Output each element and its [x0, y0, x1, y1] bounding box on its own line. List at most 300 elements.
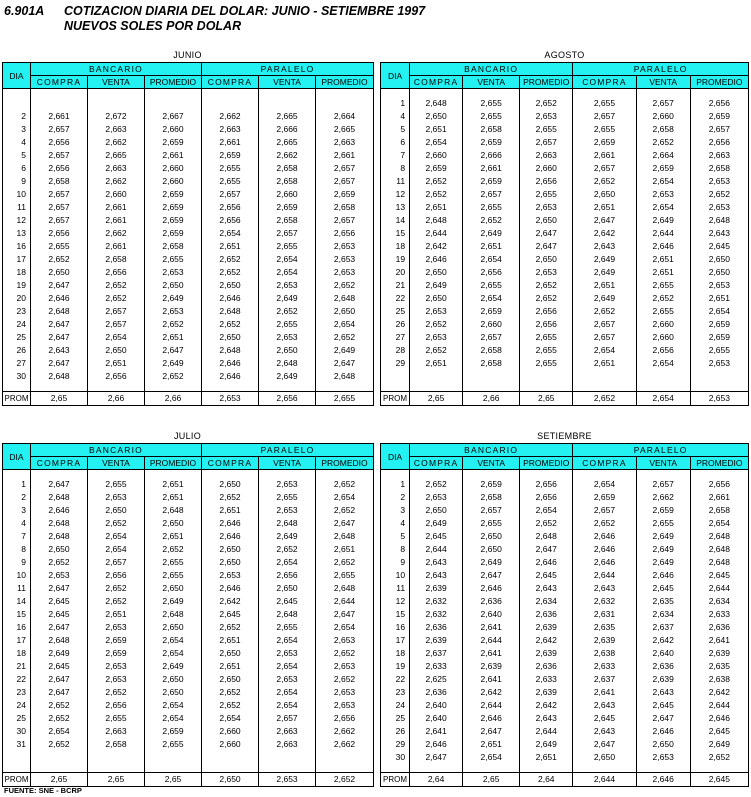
venta-bancario: 2,656 [463, 266, 520, 279]
venta-paralelo: 2,655 [259, 240, 316, 253]
table-row [381, 673, 749, 686]
compra-paralelo: 2,648 [202, 344, 259, 357]
day-cell: 16 [3, 621, 31, 634]
promedio-bancario: 2,652 [145, 318, 202, 331]
prom-promedio-bancario: 2,65 [145, 773, 202, 787]
table-row [381, 556, 749, 569]
day-cell: 18 [3, 647, 31, 660]
table-row [381, 266, 749, 279]
day-cell [3, 97, 31, 110]
venta-bancario [88, 97, 145, 110]
day-cell: 16 [381, 621, 410, 634]
venta-paralelo: 2,650 [636, 738, 690, 751]
venta-bancario: 2,661 [88, 201, 145, 214]
venta-paralelo: 2,656 [636, 344, 690, 357]
table-row [381, 214, 749, 227]
day-cell: 15 [381, 227, 410, 240]
venta-bancario: 2,641 [463, 673, 520, 686]
compra-bancario: 2,649 [410, 279, 463, 292]
venta-bancario: 2,654 [88, 543, 145, 556]
venta-bancario: 2,653 [88, 491, 145, 504]
compra-bancario: 2,647 [31, 673, 88, 686]
promedio-bancario: 2,652 [520, 279, 573, 292]
promedio-bancario: 2,655 [145, 569, 202, 582]
compra-paralelo: 2,643 [573, 699, 636, 712]
header-promedio: PROMEDIO [316, 76, 374, 89]
promedio-bancario: 2,653 [520, 266, 573, 279]
promedio-paralelo: 2,653 [316, 660, 374, 673]
promedio-bancario: 2,650 [145, 673, 202, 686]
promedio-bancario: 2,648 [145, 504, 202, 517]
table-row [381, 279, 749, 292]
compra-bancario: 2,657 [31, 123, 88, 136]
promedio-paralelo: 2,636 [690, 621, 748, 634]
venta-paralelo: 2,654 [259, 634, 316, 647]
promedio-bancario: 2,647 [520, 240, 573, 253]
table-row [381, 305, 749, 318]
promedio-bancario: 2,659 [145, 214, 202, 227]
venta-bancario: 2,647 [463, 725, 520, 738]
venta-paralelo: 2,655 [636, 305, 690, 318]
venta-bancario: 2,646 [463, 712, 520, 725]
venta-paralelo: 2,653 [259, 673, 316, 686]
day-cell: 29 [381, 738, 410, 751]
venta-paralelo: 2,657 [636, 478, 690, 491]
compra-paralelo: 2,652 [202, 621, 259, 634]
compra-paralelo: 2,652 [573, 305, 636, 318]
compra-bancario: 2,649 [410, 517, 463, 530]
promedio-paralelo: 2,648 [690, 556, 748, 569]
venta-bancario: 2,662 [88, 227, 145, 240]
compra-paralelo: 2,646 [202, 517, 259, 530]
table-row [381, 253, 749, 266]
day-cell: 10 [381, 569, 410, 582]
venta-bancario: 2,640 [463, 608, 520, 621]
day-cell: 24 [3, 699, 31, 712]
day-cell: 23 [381, 686, 410, 699]
table-row [381, 608, 749, 621]
venta-paralelo: 2,659 [636, 504, 690, 517]
venta-bancario: 2,663 [88, 162, 145, 175]
header-venta: VENTA [88, 76, 145, 89]
promedio-paralelo: 2,648 [316, 370, 374, 383]
compra-paralelo: 2,659 [573, 136, 636, 149]
venta-paralelo: 2,655 [259, 621, 316, 634]
compra-bancario: 2,651 [410, 123, 463, 136]
compra-bancario [31, 97, 88, 110]
compra-paralelo: 2,646 [202, 530, 259, 543]
promedio-bancario: 2,649 [520, 738, 573, 751]
promedio-bancario: 2,656 [520, 305, 573, 318]
venta-paralelo: 2,662 [636, 491, 690, 504]
table-row [381, 647, 749, 660]
venta-paralelo: 2,654 [259, 660, 316, 673]
venta-bancario: 2,661 [88, 214, 145, 227]
venta-bancario: 2,659 [463, 175, 520, 188]
promedio-bancario: 2,653 [520, 201, 573, 214]
promedio-paralelo: 2,652 [316, 673, 374, 686]
promedio-bancario: 2,654 [145, 634, 202, 647]
day-cell: 2 [3, 491, 31, 504]
header-venta: VENTA [463, 76, 520, 89]
venta-bancario: 2,641 [463, 621, 520, 634]
venta-bancario: 2,663 [88, 123, 145, 136]
promedio-paralelo: 2,655 [316, 569, 374, 582]
promedio-paralelo: 2,652 [316, 556, 374, 569]
table-row [381, 686, 749, 699]
promedio-paralelo: 2,662 [316, 725, 374, 738]
venta-paralelo: 2,646 [636, 240, 690, 253]
promedio-paralelo: 2,656 [690, 136, 748, 149]
venta-paralelo: 2,653 [636, 751, 690, 764]
compra-paralelo: 2,641 [573, 686, 636, 699]
day-cell: 14 [381, 214, 410, 227]
venta-bancario: 2,663 [88, 725, 145, 738]
promedio-paralelo: 2,634 [690, 595, 748, 608]
day-cell: 24 [381, 699, 410, 712]
compra-bancario: 2,652 [31, 556, 88, 569]
promedio-paralelo: 2,648 [316, 530, 374, 543]
compra-paralelo: 2,648 [202, 305, 259, 318]
table-row [3, 504, 374, 517]
prom-compra-paralelo: 2,644 [573, 773, 636, 787]
day-cell: 13 [381, 201, 410, 214]
compra-paralelo: 2,652 [202, 266, 259, 279]
promedio-bancario: 2,659 [145, 136, 202, 149]
compra-bancario: 2,653 [410, 491, 463, 504]
promedio-bancario: 2,654 [145, 699, 202, 712]
day-cell: 27 [381, 331, 410, 344]
promedio-paralelo: 2,650 [690, 253, 748, 266]
compra-paralelo: 2,647 [573, 738, 636, 751]
day-cell: 17 [3, 634, 31, 647]
compra-paralelo: 2,652 [202, 491, 259, 504]
table-row [381, 660, 749, 673]
venta-paralelo: 2,643 [636, 686, 690, 699]
table-row [3, 305, 374, 318]
table-row [3, 530, 374, 543]
compra-bancario: 2,652 [410, 188, 463, 201]
promedio-bancario: 2,653 [145, 266, 202, 279]
compra-bancario: 2,652 [410, 175, 463, 188]
compra-bancario: 2,656 [31, 136, 88, 149]
venta-paralelo: 2,655 [259, 491, 316, 504]
promedio-bancario: 2,660 [520, 162, 573, 175]
header-compra: COMPRA [410, 76, 463, 89]
header-dia: DIA [3, 444, 31, 470]
compra-bancario: 2,647 [31, 357, 88, 370]
prom-compra-bancario: 2,65 [31, 773, 88, 787]
promedio-paralelo: 2,656 [316, 227, 374, 240]
header-promedio: PROMEDIO [145, 457, 202, 470]
table-row [381, 738, 749, 751]
venta-bancario: 2,654 [463, 292, 520, 305]
compra-bancario: 2,647 [31, 279, 88, 292]
promedio-bancario: 2,654 [145, 712, 202, 725]
venta-bancario: 2,642 [463, 686, 520, 699]
promedio-bancario: 2,656 [520, 318, 573, 331]
venta-bancario: 2,660 [88, 188, 145, 201]
promedio-paralelo: 2,659 [690, 331, 748, 344]
prom-label: PROM [3, 392, 31, 406]
venta-bancario: 2,657 [88, 305, 145, 318]
venta-bancario: 2,649 [463, 227, 520, 240]
venta-bancario: 2,652 [88, 292, 145, 305]
promedio-paralelo: 2,657 [316, 175, 374, 188]
day-cell: 30 [3, 370, 31, 383]
promedio-bancario: 2,658 [145, 240, 202, 253]
table-row [3, 110, 374, 123]
day-cell: 3 [381, 504, 410, 517]
table-row [3, 123, 374, 136]
promedio-bancario: 2,655 [520, 123, 573, 136]
table-row [381, 543, 749, 556]
venta-paralelo: 2,663 [259, 738, 316, 751]
promedio-bancario: 2,652 [520, 517, 573, 530]
day-cell: 26 [3, 344, 31, 357]
venta-bancario: 2,665 [88, 149, 145, 162]
day-cell: 5 [381, 123, 410, 136]
day-cell: 9 [3, 556, 31, 569]
header-compra: COMPRA [573, 76, 636, 89]
day-cell: 17 [3, 253, 31, 266]
venta-bancario: 2,652 [88, 686, 145, 699]
compra-bancario: 2,632 [410, 608, 463, 621]
venta-bancario: 2,653 [88, 621, 145, 634]
compra-bancario: 2,645 [31, 595, 88, 608]
venta-bancario: 2,649 [463, 556, 520, 569]
compra-paralelo: 2,646 [573, 543, 636, 556]
day-cell: 15 [3, 608, 31, 621]
venta-bancario: 2,657 [88, 318, 145, 331]
compra-paralelo: 2,651 [573, 279, 636, 292]
compra-bancario: 2,652 [31, 712, 88, 725]
prom-venta-bancario: 2,66 [88, 392, 145, 406]
compra-paralelo: 2,652 [202, 699, 259, 712]
compra-bancario: 2,650 [31, 543, 88, 556]
table-row [3, 266, 374, 279]
promedio-bancario: 2,651 [520, 751, 573, 764]
venta-bancario: 2,655 [463, 110, 520, 123]
day-cell: 1 [381, 97, 410, 110]
promedio-bancario: 2,650 [145, 517, 202, 530]
compra-paralelo: 2,645 [202, 608, 259, 621]
table-row [3, 673, 374, 686]
promedio-paralelo: 2,654 [690, 305, 748, 318]
prom-compra-paralelo: 2,650 [202, 773, 259, 787]
header-compra: COMPRA [573, 457, 636, 470]
venta-paralelo: 2,660 [259, 188, 316, 201]
compra-paralelo: 2,635 [573, 621, 636, 634]
venta-bancario: 2,654 [88, 331, 145, 344]
prom-promedio-bancario: 2,64 [520, 773, 573, 787]
venta-paralelo: 2,648 [259, 517, 316, 530]
table-row [3, 478, 374, 491]
promedio-bancario: 2,643 [520, 712, 573, 725]
venta-paralelo: 2,652 [259, 305, 316, 318]
compra-bancario: 2,648 [410, 214, 463, 227]
compra-bancario: 2,651 [410, 201, 463, 214]
compra-bancario: 2,652 [31, 253, 88, 266]
day-cell: 11 [3, 201, 31, 214]
compra-bancario: 2,645 [31, 660, 88, 673]
compra-paralelo: 2,646 [573, 556, 636, 569]
promedio-bancario: 2,660 [145, 123, 202, 136]
venta-bancario: 2,644 [463, 634, 520, 647]
day-cell: 18 [381, 647, 410, 660]
compra-paralelo: 2,655 [202, 175, 259, 188]
venta-bancario: 2,655 [463, 279, 520, 292]
month-title-junio: JUNIO [173, 50, 202, 60]
table-julio [2, 443, 374, 787]
promedio-bancario: 2,643 [520, 582, 573, 595]
compra-paralelo: 2,657 [202, 188, 259, 201]
prom-row [3, 392, 374, 406]
promedio-paralelo: 2,645 [690, 725, 748, 738]
table-row [381, 517, 749, 530]
compra-bancario: 2,632 [410, 595, 463, 608]
day-cell: 4 [381, 110, 410, 123]
table-row [381, 292, 749, 305]
compra-paralelo: 2,657 [573, 504, 636, 517]
compra-bancario: 2,652 [31, 699, 88, 712]
header-promedio: PROMEDIO [316, 457, 374, 470]
compra-bancario: 2,657 [31, 188, 88, 201]
compra-paralelo: 2,646 [202, 370, 259, 383]
venta-paralelo: 2,645 [636, 582, 690, 595]
day-cell: 23 [3, 686, 31, 699]
venta-bancario: 2,662 [88, 175, 145, 188]
compra-bancario: 2,647 [31, 478, 88, 491]
venta-paralelo: 2,639 [636, 673, 690, 686]
compra-bancario: 2,652 [410, 344, 463, 357]
venta-bancario: 2,652 [88, 595, 145, 608]
promedio-paralelo: 2,646 [690, 712, 748, 725]
venta-paralelo: 2,652 [636, 136, 690, 149]
venta-bancario: 2,652 [88, 279, 145, 292]
header-compra: COMPRA [31, 76, 88, 89]
promedio-bancario: 2,636 [520, 608, 573, 621]
compra-paralelo: 2,646 [202, 292, 259, 305]
compra-bancario: 2,643 [31, 344, 88, 357]
promedio-paralelo: 2,644 [690, 699, 748, 712]
compra-bancario: 2,649 [31, 647, 88, 660]
venta-paralelo: 2,649 [636, 530, 690, 543]
day-cell: 1 [3, 478, 31, 491]
header-paralelo: PARALELO [573, 63, 749, 76]
promedio-paralelo: 2,653 [690, 175, 748, 188]
promedio-bancario: 2,655 [520, 331, 573, 344]
day-cell: 25 [381, 305, 410, 318]
table-row [3, 647, 374, 660]
venta-paralelo: 2,653 [259, 279, 316, 292]
promedio-paralelo: 2,652 [316, 504, 374, 517]
venta-paralelo: 2,655 [636, 517, 690, 530]
compra-bancario: 2,653 [410, 331, 463, 344]
promedio-bancario: 2,655 [145, 253, 202, 266]
promedio-paralelo: 2,641 [690, 634, 748, 647]
compra-bancario: 2,654 [31, 725, 88, 738]
prom-venta-bancario: 2,65 [463, 773, 520, 787]
compra-paralelo: 2,650 [202, 556, 259, 569]
day-cell: 15 [381, 608, 410, 621]
compra-bancario: 2,639 [410, 582, 463, 595]
venta-bancario: 2,658 [463, 491, 520, 504]
venta-paralelo: 2,649 [259, 292, 316, 305]
compra-paralelo: 2,652 [573, 517, 636, 530]
prom-venta-paralelo: 2,653 [259, 773, 316, 787]
table-setiembre [380, 443, 749, 787]
day-cell: 26 [381, 725, 410, 738]
table-row [381, 699, 749, 712]
venta-paralelo: 2,660 [636, 110, 690, 123]
promedio-bancario: 2,650 [520, 214, 573, 227]
venta-bancario: 2,658 [463, 357, 520, 370]
table-junio [2, 62, 374, 406]
promedio-paralelo: 2,644 [316, 595, 374, 608]
table-row [3, 621, 374, 634]
venta-bancario: 2,655 [463, 517, 520, 530]
compra-paralelo: 2,651 [202, 634, 259, 647]
promedio-bancario [145, 97, 202, 110]
table-row [3, 149, 374, 162]
compra-paralelo: 2,643 [573, 582, 636, 595]
table-row [3, 634, 374, 647]
compra-bancario: 2,650 [410, 292, 463, 305]
compra-bancario: 2,646 [410, 253, 463, 266]
venta-bancario: 2,662 [88, 136, 145, 149]
venta-bancario: 2,656 [88, 699, 145, 712]
promedio-paralelo: 2,645 [690, 240, 748, 253]
venta-paralelo: 2,634 [636, 608, 690, 621]
promedio-paralelo [316, 97, 374, 110]
compra-bancario: 2,642 [410, 240, 463, 253]
header-venta: VENTA [636, 457, 690, 470]
compra-paralelo: 2,639 [573, 634, 636, 647]
compra-bancario: 2,648 [410, 97, 463, 110]
promedio-paralelo: 2,657 [690, 123, 748, 136]
compra-paralelo: 2,652 [573, 175, 636, 188]
day-cell: 4 [3, 136, 31, 149]
header-bancario: BANCARIO [31, 63, 202, 76]
venta-bancario: 2,654 [88, 530, 145, 543]
month-title-agosto: AGOSTO [544, 50, 585, 60]
table-row [381, 149, 749, 162]
table-row [381, 201, 749, 214]
prom-promedio-paralelo: 2,653 [690, 392, 748, 406]
compra-paralelo: 2,645 [573, 712, 636, 725]
venta-bancario: 2,655 [463, 201, 520, 214]
promedio-bancario: 2,652 [520, 292, 573, 305]
header-promedio: PROMEDIO [145, 76, 202, 89]
prom-venta-bancario: 2,66 [463, 392, 520, 406]
promedio-bancario: 2,650 [145, 686, 202, 699]
compra-paralelo: 2,638 [573, 647, 636, 660]
venta-bancario: 2,651 [88, 608, 145, 621]
venta-paralelo: 2,656 [259, 569, 316, 582]
compra-bancario: 2,636 [410, 686, 463, 699]
promedio-paralelo: 2,653 [690, 357, 748, 370]
venta-paralelo: 2,635 [636, 595, 690, 608]
venta-paralelo: 2,654 [636, 201, 690, 214]
compra-paralelo: 2,651 [573, 201, 636, 214]
venta-paralelo: 2,654 [636, 357, 690, 370]
venta-bancario: 2,650 [88, 504, 145, 517]
prom-venta-paralelo: 2,646 [636, 773, 690, 787]
venta-paralelo: 2,657 [259, 712, 316, 725]
venta-bancario: 2,666 [463, 149, 520, 162]
venta-bancario: 2,659 [463, 305, 520, 318]
